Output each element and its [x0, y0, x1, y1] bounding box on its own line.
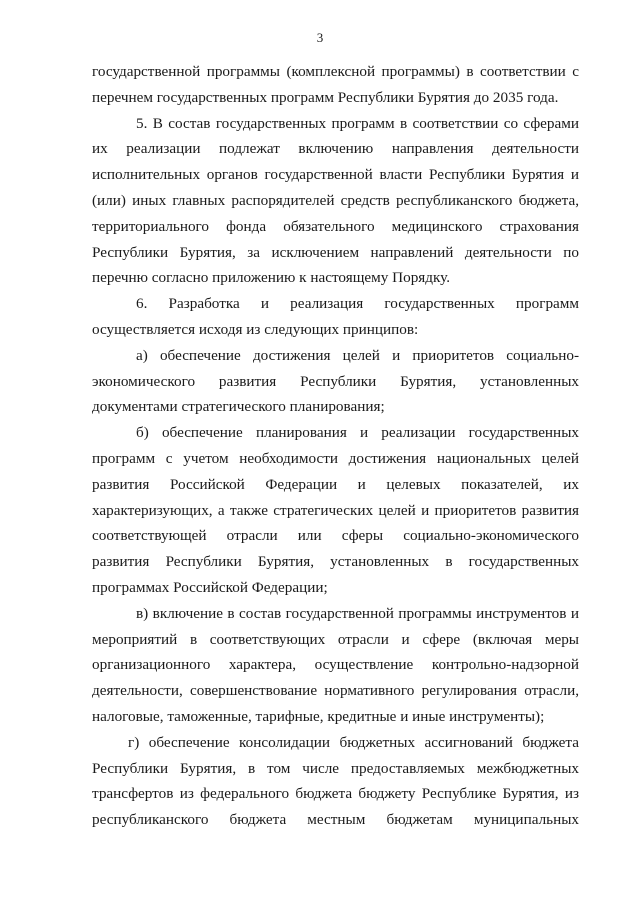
text-line: документами стратегического планирования;: [92, 398, 385, 416]
text-line: Республики Бурятия, за исключением направлений деятельности по: [92, 243, 579, 261]
paragraph-subitem-v: [92, 601, 579, 730]
text-line: организационного характера, осуществление контрольно-надзорной: [92, 656, 579, 674]
text-line: а) обеспечение достижения целей и приоритетов социально-: [136, 346, 579, 364]
paragraph-continuation: [92, 59, 579, 111]
text-line: исполнительных органов государственной власти Республики Бурятия и: [92, 166, 579, 184]
text-line: программах Российской Федерации;: [92, 578, 328, 596]
text-line: соответствующей отрасли или сферы социально-экономического: [92, 527, 579, 545]
text-line: развития Республики Бурятия, установленных в государственных: [92, 553, 579, 571]
paragraph-item-5: [92, 111, 579, 292]
text-line: территориального фонда обязательного медицинского страхования: [92, 217, 579, 235]
text-line: программ с учетом необходимости достижения национальных целей: [92, 449, 579, 467]
text-line: 5. В состав государственных программ в соответствии со сферами: [136, 114, 579, 132]
text-line: деятельности, совершенствование нормативного регулирования отрасли,: [92, 682, 579, 700]
text-line: в) включение в состав государственной программы инструментов и: [136, 604, 579, 622]
paragraph-subitem-g: [92, 730, 579, 833]
text-line: характеризующих, а также стратегических целей и приоритетов развития: [92, 501, 579, 519]
text-line: трансфертов из федерального бюджета бюджету Республике Бурятия, из: [92, 785, 579, 803]
text-line: осуществляется исходя из следующих принципов:: [92, 320, 419, 338]
text-line: республиканского бюджета местным бюджетам муниципальных: [92, 811, 579, 829]
text-line: (или) иных главных распорядителей средств республиканского бюджета,: [92, 191, 579, 209]
paragraph-subitem-a: [92, 343, 579, 420]
text-line: б) обеспечение планирования и реализации государственных: [136, 424, 579, 442]
page-number: 3: [316, 30, 324, 45]
text-line: перечнем государственных программ Республики Бурятия до 2035 года.: [92, 88, 559, 106]
text-line: их реализации подлежат включению направления деятельности: [92, 140, 579, 158]
text-line: Республики Бурятия, в том числе предоставляемых межбюджетных: [92, 759, 579, 777]
text-line: государственной программы (комплексной программы) в соответствии с: [92, 63, 579, 80]
paragraph-item-6: [92, 291, 579, 343]
text-line: экономического развития Республики Бурятия, установленных: [92, 372, 579, 390]
text-line: развития Российской Федерации и целевых показателей, их: [92, 475, 579, 493]
text-line: перечню согласно приложению к настоящему Порядку.: [92, 269, 451, 287]
document-body: [92, 59, 579, 833]
text-line: г) обеспечение консолидации бюджетных ассигнований бюджета: [128, 733, 579, 751]
text-line: налоговые, таможенные, тарифные, кредитные и иные инструменты);: [92, 707, 545, 725]
text-line: 6. Разработка и реализация государственных программ: [136, 295, 579, 313]
paragraph-subitem-b: [92, 420, 579, 601]
text-line: мероприятий в соответствующих отрасли и сфере (включая меры: [92, 630, 579, 648]
